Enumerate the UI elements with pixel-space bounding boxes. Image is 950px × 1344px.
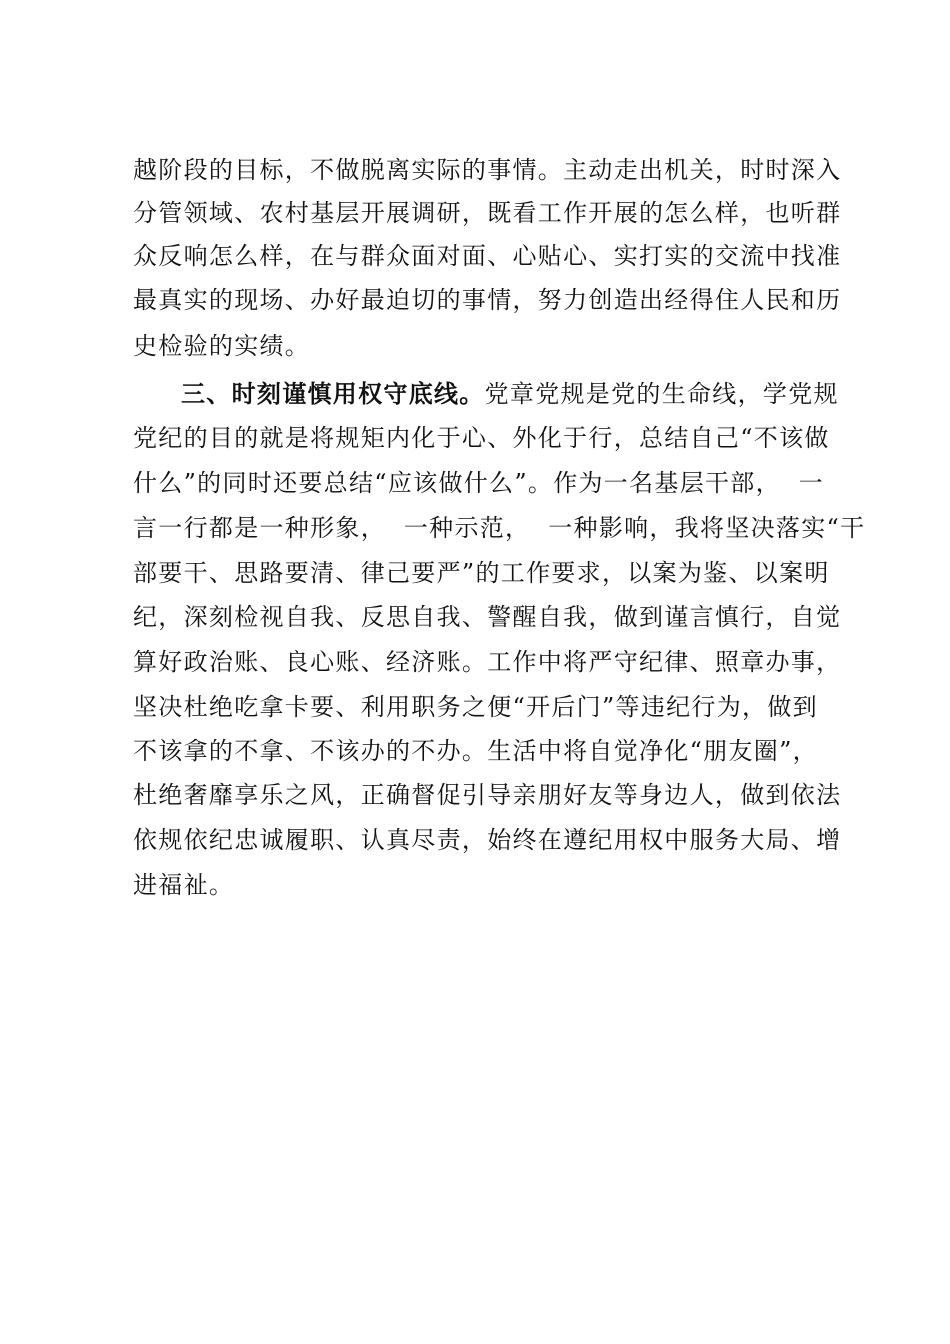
paragraph-line: 最真实的现场、办好最迫切的事情，努力创造出经得住人民和历 bbox=[133, 286, 842, 314]
paragraph-line: 进福祉。 bbox=[133, 871, 235, 899]
section-heading-line bbox=[181, 376, 839, 412]
paragraph-line: 杜绝奢靡享乐之风，正确督促引导亲朋好友等身边人，做到依法 bbox=[133, 781, 842, 809]
paragraph-line: 越阶段的目标，不做脱离实际的事情。主动走出机关，时时深入 bbox=[133, 156, 842, 184]
paragraph-text: 党章党规是党的生命线，学党规 bbox=[484, 380, 839, 408]
section-heading: 三、时刻谨慎用权守底线。 bbox=[181, 379, 485, 408]
paragraph-line: 分管领域、农村基层开展调研，既看工作开展的怎么样，也听群 bbox=[133, 199, 842, 227]
paragraph-line: 党纪的目的就是将规矩内化于心、外化于行，总结自己“不该做 bbox=[133, 424, 830, 452]
paragraph-line: 言一行都是一种形象， 一种示范， 一种影响，我将坚决落实“干 bbox=[133, 514, 866, 542]
paragraph-line: 史检验的实绩。 bbox=[133, 332, 311, 360]
paragraph-line: 依规依纪忠诚履职、认真尽责，始终在遵纪用权中服务大局、增 bbox=[133, 826, 842, 854]
paragraph-line: 不该拿的不拿、不该办的不办。生活中将自觉净化“朋友圈”， bbox=[133, 737, 818, 765]
paragraph-line: 纪，深刻检视自我、反思自我、警醒自我，做到谨言慎行，自觉 bbox=[133, 603, 842, 631]
paragraph-line: 坚决杜绝吃拿卡要、利用职务之便“开后门”等违纪行为，做到 bbox=[133, 693, 818, 721]
paragraph-line: 什么”的同时还要总结“应该做什么”。作为一名基层干部， 一 bbox=[133, 469, 825, 497]
paragraph-line: 众反响怎么样，在与群众面对面、心贴心、实打实的交流中找准 bbox=[133, 242, 842, 270]
paragraph-line: 算好政治账、良心账、经济账。工作中将严守纪律、照章办事， bbox=[133, 648, 842, 676]
paragraph-line: 部要干、思路要清、律己要严”的工作要求，以案为鉴、以案明 bbox=[133, 559, 830, 587]
